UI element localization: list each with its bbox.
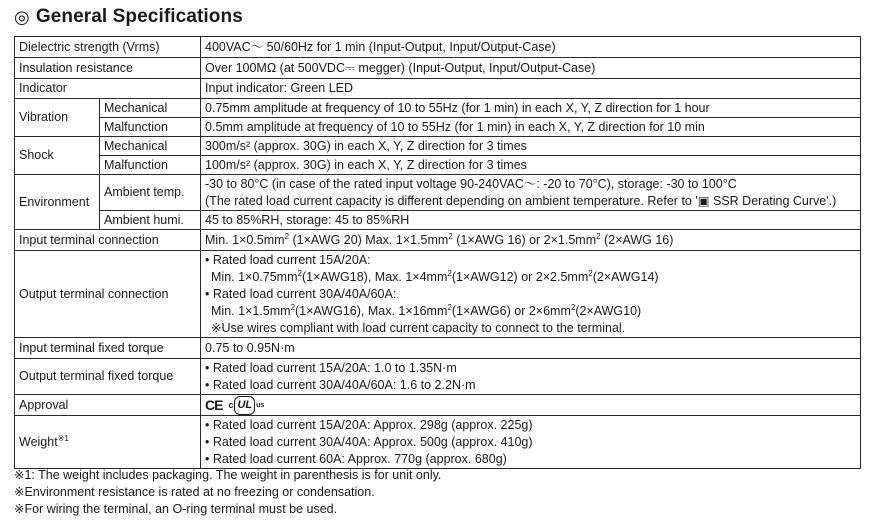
footnote: ※For wiring the terminal, an O-ring terminal must be used.: [14, 502, 338, 516]
c-ul-us-mark-icon: [228, 396, 264, 415]
row-value: 0.5mm amplitude at frequency of 10 to 55Hz (for 1 min) in each X, Y, Z direction for 10 min: [201, 118, 861, 137]
row-sublabel: Ambient humi.: [100, 211, 201, 230]
row-value: [201, 230, 861, 251]
footnote: ※Environment resistance is rated at no freezing or condensation.: [14, 485, 375, 499]
row-label: Insulation resistance: [15, 58, 201, 79]
row-sublabel: Mechanical: [100, 137, 201, 156]
row-value: 400VAC～ 50/60Hz for 1 min (Input-Output, Input/Output-Case): [201, 37, 861, 58]
value-line: • Rated load current 30A/40A: Approx. 500g (approx. 410g): [205, 434, 533, 449]
value-line: • Rated load current 30A/40A/60A: 1.6 to 2.2N·m: [205, 377, 476, 392]
spec-table: [14, 36, 861, 469]
table-row: [15, 37, 861, 58]
superscript: 2: [588, 268, 593, 278]
value-text: (1×AWG12) or 2×2.5mm: [451, 269, 589, 284]
weight-label: Weight: [19, 434, 58, 449]
superscript: 2: [297, 268, 302, 278]
footnote-ref: ※1: [57, 433, 69, 443]
row-value: [201, 251, 861, 338]
value-text: (1×AWG16), Max. 1×16mm: [295, 303, 448, 318]
value-line: ※Use wires compliant with load current capacity to connect to the terminal.: [211, 320, 626, 335]
row-value: 100m/s² (approx. 30G) in each X, Y, Z direction for 3 times: [201, 156, 861, 175]
table-row: [15, 338, 861, 359]
value-line: -30 to 80°C (in case of the rated input voltage 90-240VAC～: -20 to 70°C), storage: -30 to 100°C: [205, 176, 737, 191]
table-row: [15, 211, 861, 230]
value-line: • Rated load current 15A/20A:: [205, 252, 371, 267]
row-label: Environment: [15, 175, 100, 230]
row-value: 45 to 85%RH, storage: 45 to 85%RH: [201, 211, 861, 230]
value-line: • Rated load current 60A: Approx. 770g (approx. 680g): [205, 451, 507, 466]
table-row: [15, 359, 861, 395]
section-title: [14, 3, 243, 31]
table-row: [15, 118, 861, 137]
row-label: Dielectric strength (Vrms): [15, 37, 201, 58]
row-label: Vibration: [15, 99, 100, 137]
table-row: [15, 156, 861, 175]
footnotes: [14, 467, 441, 518]
certification-marks: [205, 396, 856, 415]
double-circle-icon: ◎: [14, 6, 30, 27]
superscript: 2: [448, 231, 453, 241]
row-sublabel: Malfunction: [100, 118, 201, 137]
superscript: 2: [570, 302, 576, 312]
row-value: 0.75 to 0.95N·m: [201, 338, 861, 359]
value-text: (1×AWG18), Max. 1×4mm: [301, 269, 448, 284]
value-line: [205, 303, 856, 320]
superscript: 2: [447, 302, 452, 312]
table-row: [15, 137, 861, 156]
table-row: [15, 175, 861, 211]
section-title-text: General Specifications: [35, 6, 243, 27]
superscript: 2: [596, 231, 601, 241]
ul-text: UL: [234, 396, 255, 415]
row-label: [15, 416, 201, 469]
row-value: Over 100MΩ (at 500VDC⎓ megger) (Input-Output, Input/Output-Case): [201, 58, 861, 79]
row-label: Input terminal fixed torque: [15, 338, 201, 359]
ul-us-text: us: [256, 401, 265, 409]
table-row: [15, 79, 861, 99]
row-value: 0.75mm amplitude at frequency of 10 to 55Hz (for 1 min) in each X, Y, Z direction for 1 hour: [201, 99, 861, 118]
table-row: [15, 230, 861, 251]
row-label: Input terminal connection: [15, 230, 201, 251]
row-value: [201, 416, 861, 469]
value-text: (2×AWG 16): [600, 232, 674, 247]
table-row: [15, 58, 861, 79]
row-label: Shock: [15, 137, 100, 175]
superscript: 2: [290, 302, 296, 312]
table-row: [15, 99, 861, 118]
value-line: (The rated load current capacity is different depending on ambient temperature. Refer to '▣ SSR Derating Curve'.): [205, 193, 837, 208]
value-line: [205, 269, 856, 286]
ce-mark-icon: CE: [205, 396, 223, 413]
value-text: (1×AWG6) or 2×6mm: [451, 303, 571, 318]
value-text: Min. 1×1.5mm: [211, 303, 291, 318]
value-text: (2×AWG14): [592, 269, 659, 284]
value-text: (1×AWG 20) Max. 1×1.5mm: [289, 232, 449, 247]
row-value: 300m/s² (approx. 30G) in each X, Y, Z direction for 3 times: [201, 137, 861, 156]
row-value: [201, 395, 861, 416]
value-text: (1×AWG 16) or 2×1.5mm: [452, 232, 597, 247]
row-label: Indicator: [15, 79, 201, 99]
row-value: Input indicator: Green LED: [201, 79, 861, 99]
footnote: ※1: The weight includes packaging. The weight in parenthesis is for unit only.: [14, 468, 442, 482]
table-row: [15, 251, 861, 338]
value-text: Min. 1×0.75mm: [211, 269, 298, 284]
table-row: [15, 416, 861, 469]
row-value: [201, 359, 861, 395]
table-row: [15, 395, 861, 416]
value-text: Min. 1×0.5mm: [205, 232, 285, 247]
value-line: • Rated load current 15A/20A: Approx. 298g (approx. 225g): [205, 417, 533, 432]
row-sublabel: Mechanical: [100, 99, 201, 118]
superscript: 2: [284, 231, 290, 241]
ul-c-text: c: [228, 399, 234, 410]
row-label: Approval: [15, 395, 201, 416]
row-label: Output terminal connection: [15, 251, 201, 338]
value-text: (2×AWG10): [575, 303, 642, 318]
superscript: 2: [447, 268, 452, 278]
value-line: • Rated load current 30A/40A/60A:: [205, 286, 397, 301]
row-sublabel: Malfunction: [100, 156, 201, 175]
row-value: [201, 175, 861, 211]
row-label: Output terminal fixed torque: [15, 359, 201, 395]
row-sublabel: Ambient temp.: [100, 175, 201, 211]
value-line: • Rated load current 15A/20A: 1.0 to 1.35N·m: [205, 360, 457, 375]
